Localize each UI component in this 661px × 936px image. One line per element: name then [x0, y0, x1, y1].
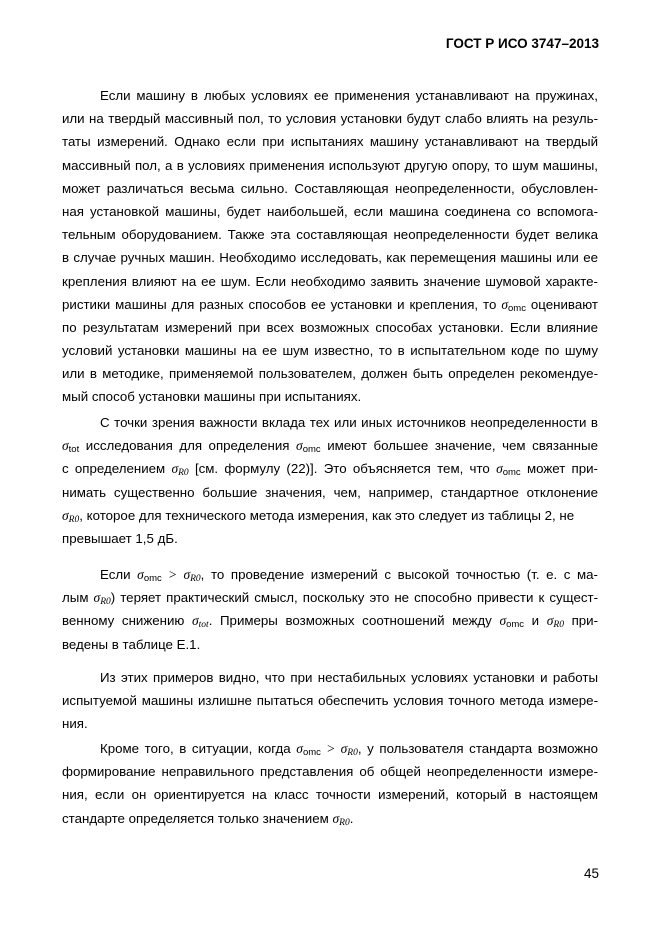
- paragraph-5: [62, 737, 598, 830]
- sigma-r0-symbol: $\sigma_{R0}$: [332, 810, 350, 828]
- text-fragment: Кроме того, в ситуации, когда: [100, 741, 291, 756]
- text-line: тельным оборудованием. Также эта составляющая неопределенности будет велика: [62, 227, 598, 243]
- text-line-with-formula: [62, 293, 598, 316]
- text-line: ведены в таблице Е.1.: [62, 636, 201, 652]
- text-fragment: и: [531, 613, 540, 629]
- sigma-r0-symbol: $\sigma_{R0}$: [546, 613, 564, 631]
- paragraph-1: [62, 84, 598, 409]
- text-line: испытуемой машины излишне пытаться обеспечить условия точного метода измере-: [62, 693, 598, 709]
- sigma-omc-symbol: σomc: [499, 613, 525, 631]
- text-fragment: может при-: [526, 461, 598, 477]
- text-fragment: . Примеры возможных соотношений между: [208, 613, 492, 629]
- text-fragment: , то проведение измерений с высокой точностью (т. е. с ма-: [200, 567, 598, 582]
- text-fragment: исследования для определения: [85, 438, 290, 454]
- text-fragment: с определением: [62, 461, 166, 477]
- text-line-with-formula: [62, 609, 598, 632]
- text-line: ная установкой машины, будет наибольшей, если машина соединена со вспомога-: [62, 203, 598, 219]
- text-line: формирование неправильного представления об общей неопределенности измере-: [62, 764, 598, 780]
- text-fragment: .: [349, 810, 354, 826]
- sigma-omc-gt-sigma-r0-formula: $\sigma omc > \sigma_{R0}$: [137, 567, 201, 584]
- text-fragment: при-: [571, 613, 599, 629]
- text-line: ния.: [62, 716, 88, 732]
- text-fragment: [см. формулу (22)]. Это объясняется тем, что: [194, 461, 490, 477]
- text-line-with-formula: [62, 434, 598, 457]
- text-line: таты измерений. Однако если при испытаниях машину устанавливают на твердый: [62, 134, 598, 150]
- text-fragment: , у пользователя стандарта возможно: [357, 741, 598, 756]
- text-line: или на твердый массивный пол, то условия установки будут слабо влиять на резуль-: [62, 111, 598, 127]
- text-line: С точки зрения важности вклада тех или иных источников неопределенности в: [100, 415, 598, 430]
- text-fragment: лым: [62, 590, 89, 606]
- text-fragment: ристики машины для разных способов ее установки и крепления, то: [62, 296, 497, 312]
- text-line: или в методике, применяемой пользователем, должен быть определен рекомендуе-: [62, 366, 598, 382]
- sigma-r0-symbol: $\sigma_{R0}$: [62, 507, 80, 525]
- text-line: Если машину в любых условиях ее применения устанавливают на пружинах,: [100, 88, 598, 103]
- paragraph-2: [62, 411, 598, 550]
- sigma-omc-symbol: σomc: [501, 296, 526, 314]
- paragraph-4: [62, 666, 598, 736]
- text-fragment: оценивают: [530, 296, 598, 312]
- text-line: крепления влияют на ее шум. Если необходимо заявить значение шумовой характе-: [62, 273, 598, 289]
- sigma-omc-symbol: σomc: [296, 438, 321, 456]
- text-fragment: стандарте определяется только значением: [62, 810, 329, 826]
- text-line: по результатам измерений при всех возможных способах установки. Если влияние: [62, 319, 598, 335]
- sigma-tot-symbol: $\sigma_{tot}$: [192, 613, 209, 631]
- sigma-r0-symbol: $\sigma_{R0}$: [171, 461, 189, 479]
- text-line: превышает 1,5 дБ.: [62, 530, 178, 546]
- sigma-omc-symbol: σomc: [496, 461, 521, 479]
- text-line: Из этих примеров видно, что при нестабильных условиях установки и работы: [100, 670, 598, 685]
- text-line: ния, если он ориентируется на класс точности измерений, который в настоящем: [62, 787, 598, 803]
- text-line-with-formula: [62, 586, 598, 609]
- text-line-with-formula: [62, 504, 598, 527]
- text-fragment: Если: [100, 567, 131, 582]
- text-line: массивный пол, а в условиях применения используют другую опору, то шум машины,: [62, 157, 598, 173]
- text-fragment: , которое для технического метода измерения, как это следует из таблицы 2, не: [79, 507, 575, 523]
- text-line: может различаться весьма сильно. Составляющая неопределенности, обусловлен-: [62, 180, 598, 196]
- text-line: мый способ установки машины при испытаниях.: [62, 389, 362, 405]
- text-line-with-formula: [62, 737, 598, 760]
- text-line: в случае ручных машин. Необходимо исследовать, как перемещения машины или ее: [62, 250, 598, 266]
- text-line-with-formula: [62, 457, 598, 480]
- sigma-omc-gt-sigma-r0-formula: $\sigma omc > \sigma_{R0}$: [296, 741, 358, 758]
- text-line-with-formula: [62, 563, 598, 586]
- text-line: нимать существенно большие значения, чем, например, стандартное отклонение: [62, 484, 598, 500]
- text-line: условий установки машины на ее шум известно, то в испытательном коде по шуму: [62, 343, 598, 359]
- sigma-r0-symbol: $\sigma_{R0}$: [93, 590, 111, 608]
- page-number: 45: [583, 866, 599, 881]
- document-code-header: ГОСТ Р ИСО 3747–2013: [445, 36, 599, 51]
- text-fragment: имеют большее значение, чем связанные: [327, 438, 598, 454]
- sigma-tot-symbol: σtot: [62, 438, 80, 456]
- paragraph-3: [62, 563, 598, 656]
- text-fragment: венному снижению: [62, 613, 185, 629]
- text-line-with-formula: [62, 807, 598, 830]
- text-fragment: ) теряет практический смысл, поскольку это не способно привести к сущест-: [110, 590, 599, 606]
